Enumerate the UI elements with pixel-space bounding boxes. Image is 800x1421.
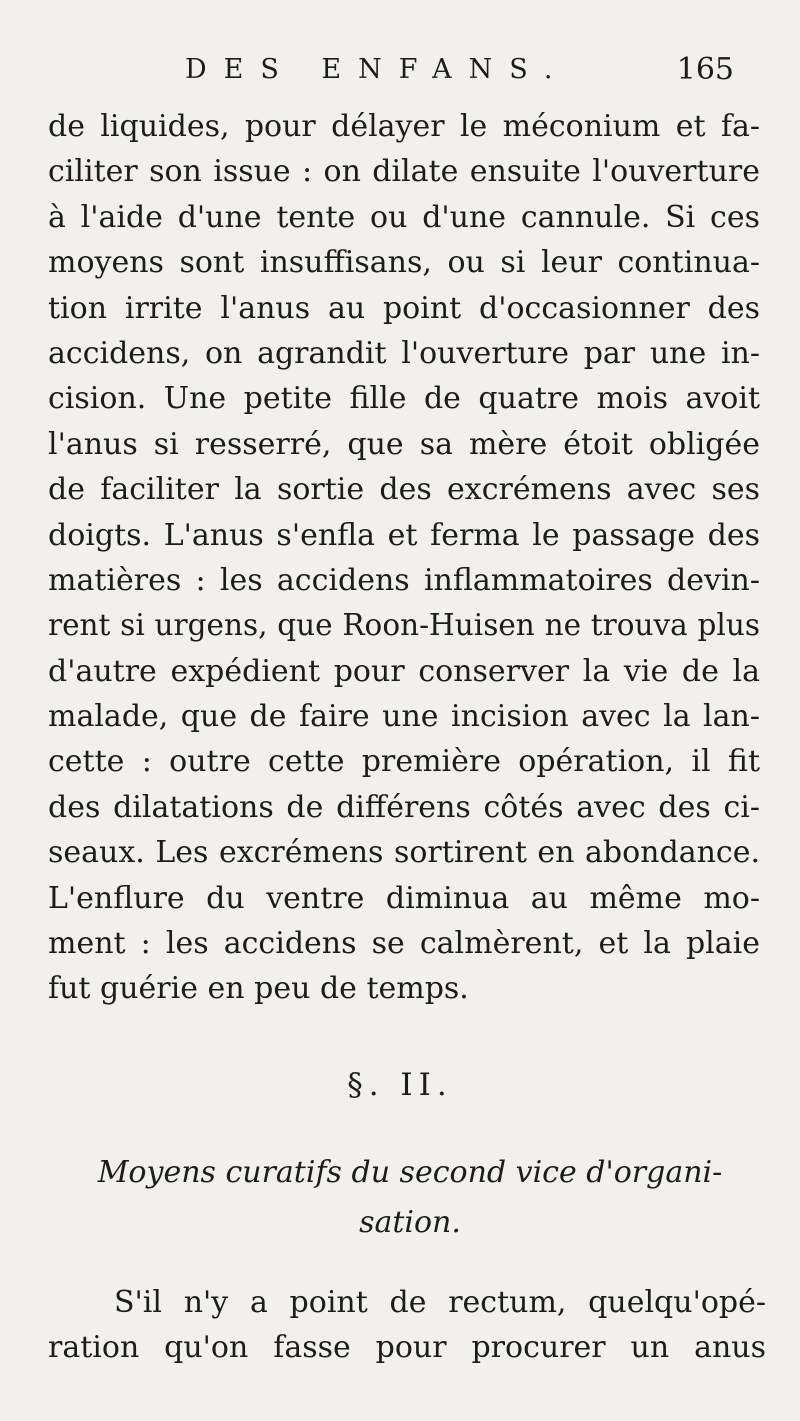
text-line: fut guérie en peu de temps.	[48, 971, 469, 1007]
page-number: 165	[676, 52, 734, 87]
text-line: L'enflure du ventre diminua au même mo-	[48, 880, 760, 916]
text-line: d'autre expédient pour conserver la vie de la	[48, 653, 760, 689]
section-title-line: Moyens curatifs du second vice d'organi-	[97, 1155, 723, 1190]
paragraph-1	[48, 104, 760, 1012]
text-line: des dilatations de différens côtés avec des ci-	[48, 789, 760, 825]
text-line: à l'aide d'une tente ou d'une cannule. Si ces	[48, 199, 760, 235]
text-line: l'anus si resserré, que sa mère étoit obligée	[48, 426, 760, 462]
text-line: seaux. Les excrémens sortirent en abondance.	[48, 835, 760, 871]
text-line: accidens, on agrandit l'ouverture par une in-	[48, 335, 760, 371]
text-line: ration qu'on fasse pour procurer un anus	[48, 1330, 766, 1366]
text-line: ment : les accidens se calmèrent, et la plaie	[48, 926, 760, 962]
text-line: rent si urgens, que Roon-Huisen ne trouva plus	[48, 608, 760, 643]
section-title-line: sation.	[359, 1205, 461, 1240]
text-line: de faciliter la sortie des excrémens avec ses	[48, 472, 760, 508]
text-line: malade, que de faire une incision avec la lan-	[48, 699, 760, 735]
paragraph-2	[48, 1280, 766, 1371]
text-line: matières : les accidens inflammatoires devin-	[48, 562, 760, 598]
text-line: doigts. L'anus s'enfla et ferma le passage des	[48, 517, 760, 553]
text-line: cette : outre cette première opération, il fit	[48, 744, 760, 780]
text-line: cision. Une petite fille de quatre mois avoit	[48, 381, 760, 417]
text-line: S'il n'y a point de rectum, quelqu'opé-	[114, 1285, 766, 1320]
running-title: DES ENFANS.	[185, 54, 570, 85]
section-number: §. II.	[347, 1067, 453, 1103]
text-line: ciliter son issue : on dilate ensuite l'ouverture	[48, 154, 760, 190]
text-line: moyens sont insuffisans, ou si leur continua-	[48, 245, 760, 281]
page-header	[0, 50, 800, 90]
text-line: tion irrite l'anus au point d'occasionner des	[48, 290, 760, 326]
section-title	[70, 1148, 750, 1248]
text-line: de liquides, pour délayer le méconium et fa-	[48, 109, 760, 144]
